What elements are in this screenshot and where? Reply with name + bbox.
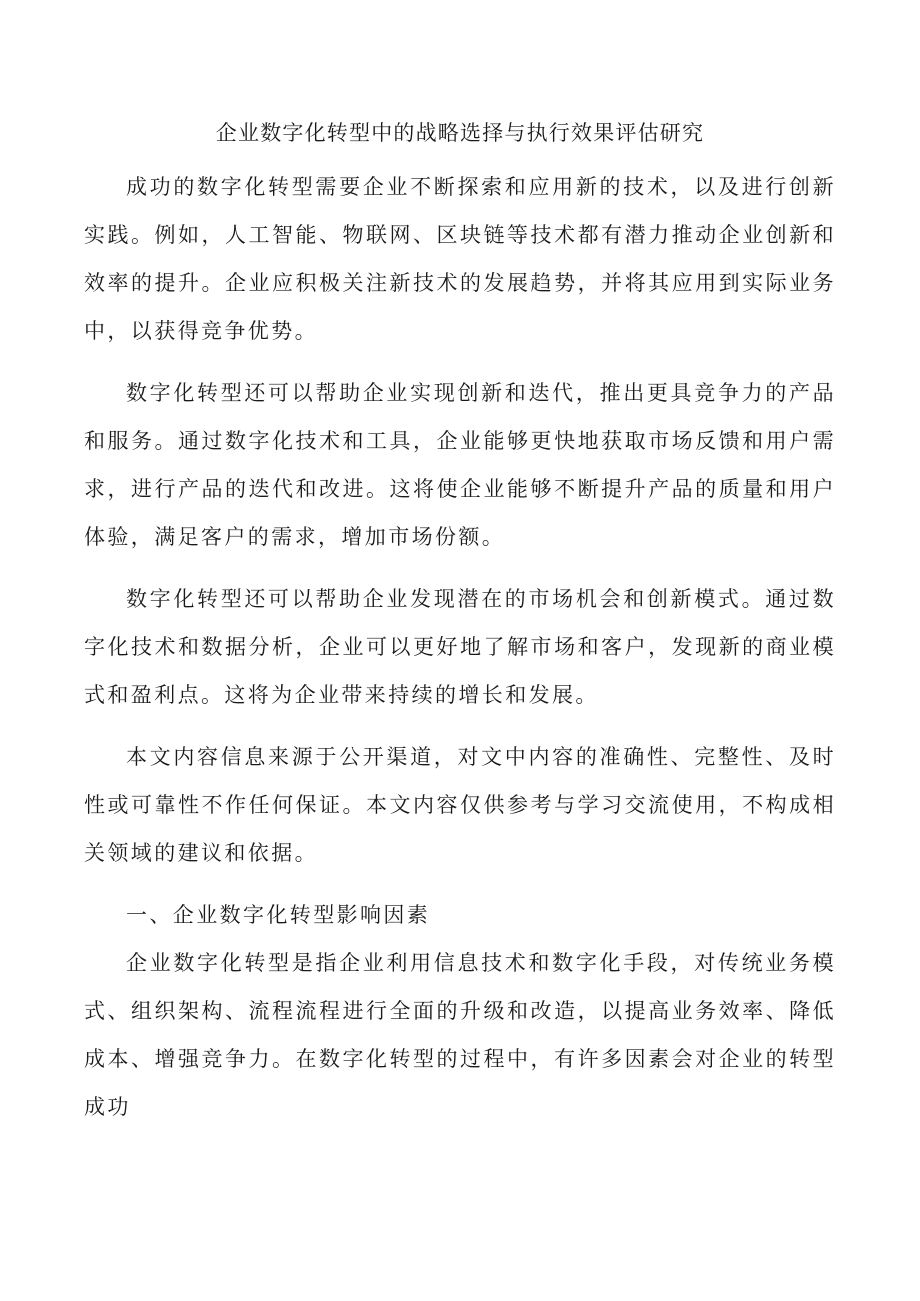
- document-body: [84, 163, 836, 1131]
- section-heading: 一、企业数字化转型影响因素: [126, 903, 431, 927]
- paragraph-new-technology: 成功的数字化转型需要企业不断探索和应用新的技术，以及进行创新实践。例如，人工智能、物联网、区块链等技术都有潜力推动企业创新和效率的提升。企业应积极关注新技术的发展趋势，并将其应用到实际业务中，以获得竞争优势。: [84, 175, 836, 343]
- paragraph-innovation-iteration: 数字化转型还可以帮助企业实现创新和迭代，推出更具竞争力的产品和服务。通过数字化技术和工具，企业能够更快地获取市场反馈和用户需求，进行产品的迭代和改进。这将使企业能够不断提升产品的质量和用户体验，满足客户的需求，增加市场份额。: [84, 381, 836, 549]
- paragraph-disclaimer: 本文内容信息来源于公开渠道，对文中内容的准确性、完整性、及时性或可靠性不作任何保证。本文内容仅供参考与学习交流使用，不构成相关领域的建议和依据。: [84, 745, 836, 865]
- document-title: 企业数字化转型中的战略选择与执行效果评估研究: [215, 121, 705, 145]
- paragraph-section-intro: 企业数字化转型是指企业利用信息技术和数字化手段，对传统业务模式、组织架构、流程流程进行全面的升级和改造，以提高业务效率、降低成本、增强竞争力。在数字化转型的过程中，有许多因素会对企业的转型成功: [84, 951, 836, 1119]
- paragraph-market-opportunity: 数字化转型还可以帮助企业发现潜在的市场机会和创新模式。通过数字化技术和数据分析，企业可以更好地了解市场和客户，发现新的商业模式和盈利点。这将为企业带来持续的增长和发展。: [84, 587, 836, 707]
